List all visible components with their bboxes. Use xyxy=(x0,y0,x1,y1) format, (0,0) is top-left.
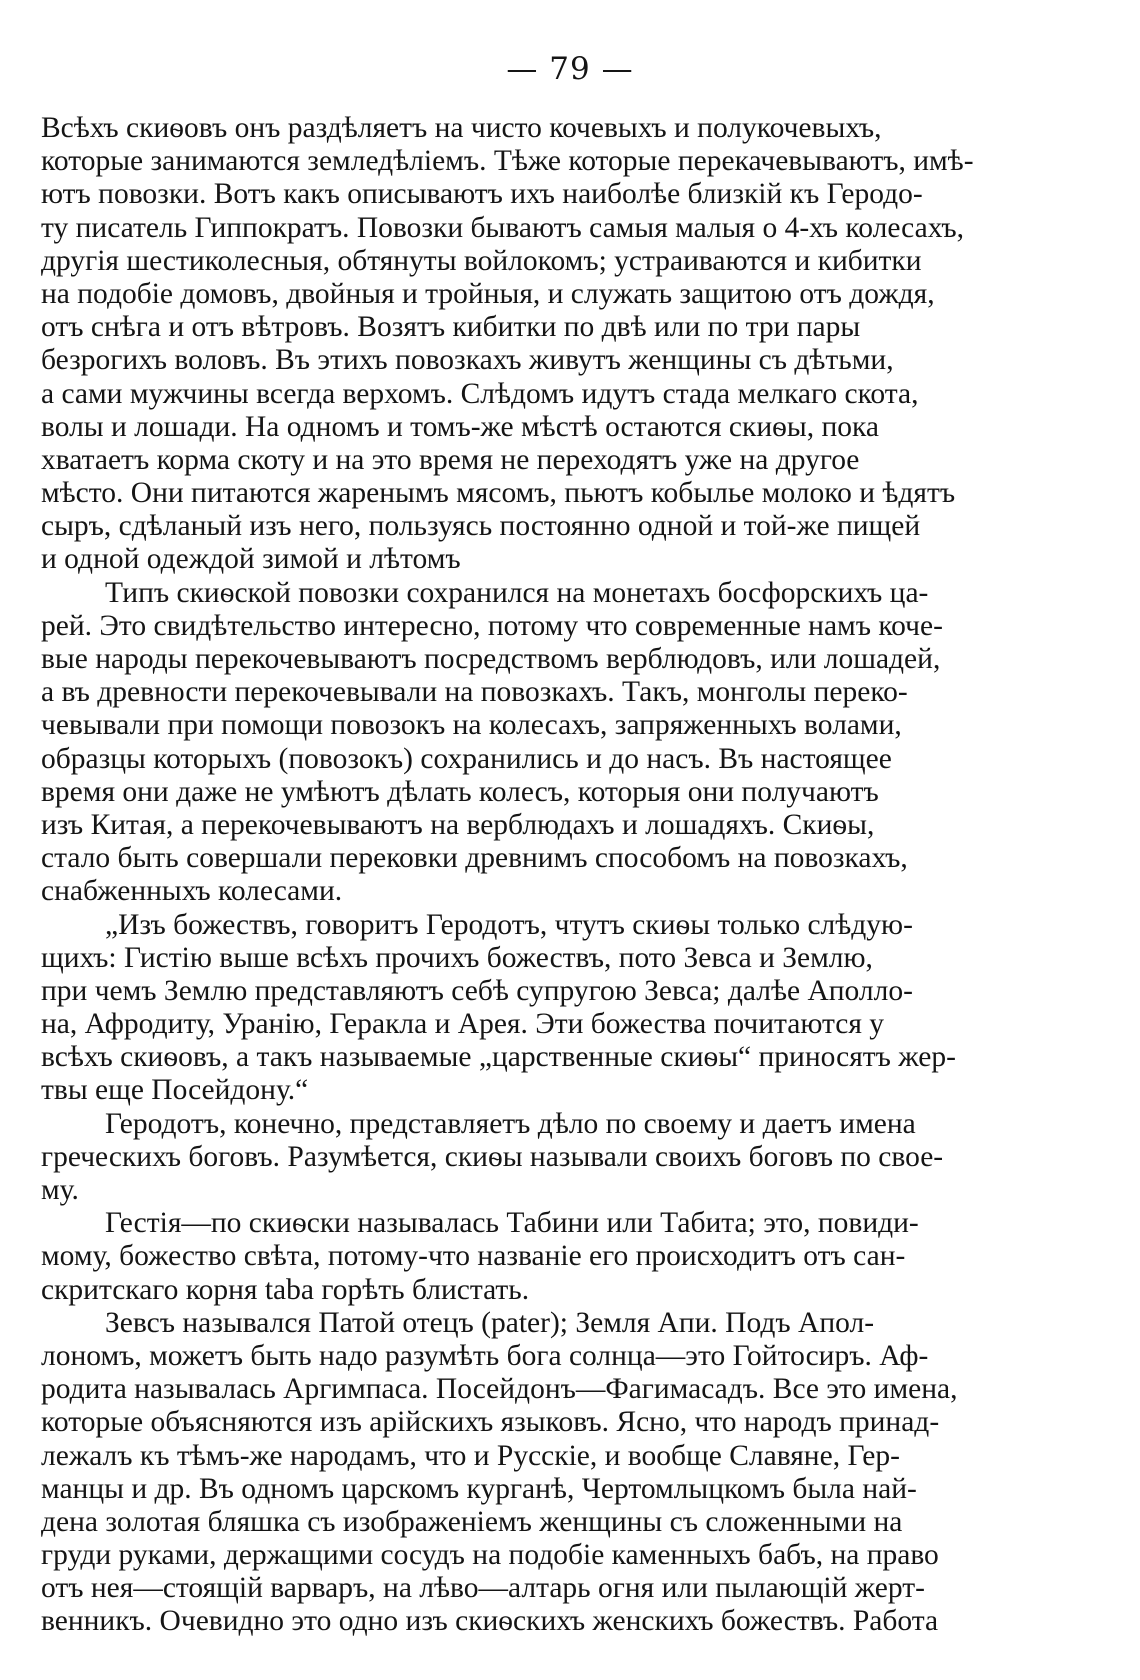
text-line: хватаетъ корма скоту и на это время не переходятъ уже на другое xyxy=(41,443,860,476)
text-line: щихъ: Гистію выше всѣхъ прочихъ божествъ, пото Зевса и Землю, xyxy=(41,941,873,974)
text-line: отъ снѣга и отъ вѣтровъ. Возятъ кибитки по двѣ или по три пары xyxy=(41,311,861,344)
text-line: и одной одеждой зимой и лѣтомъ xyxy=(41,543,461,576)
text-line: ту писатель Гиппократъ. Повозки бываютъ самыя малыя о 4-хъ колесахъ, xyxy=(41,211,964,244)
text-line: на, Афродиту, Уранію, Геракла и Арея. Эти божества почитаются у xyxy=(41,1008,885,1041)
page-number: — 79 — xyxy=(506,51,634,87)
text-line: ютъ повозки. Вотъ какъ описываютъ ихъ наиболѣе близкій къ Геродо- xyxy=(41,178,923,211)
text-line: вые народы перекочевываютъ посредствомъ верблюдовъ, или лошадей, xyxy=(41,643,941,675)
text-line: рей. Это свидѣтельство интересно, потому что современные намъ коче- xyxy=(41,609,943,642)
text-line: му. xyxy=(41,1174,79,1206)
text-line: Геродотъ, конечно, представляетъ дѣло по своему и даетъ имена xyxy=(105,1107,916,1140)
paragraph xyxy=(41,1108,1063,1208)
text-line: отъ нея—стоящій варваръ, на лѣво—алтарь огня или пылающій жерт- xyxy=(41,1572,925,1605)
text-line: стало быть совершали перековки древнимъ способомъ на повозкахъ, xyxy=(41,842,908,875)
text-line: мѣсто. Они питаются жаренымъ мясомъ, пьютъ кобылье молоко и ѣдятъ xyxy=(41,477,956,510)
paragraph xyxy=(41,909,1063,1108)
text-line: „Изъ божествъ, говоритъ Геродотъ, чтутъ скиѳы только слѣдую- xyxy=(105,908,913,941)
text-line: Гестія—по скиѳски называлась Табини или Табита; это, повиди- xyxy=(105,1207,919,1240)
paragraph xyxy=(41,112,1063,577)
text-line: безрогихъ воловъ. Въ этихъ повозкахъ живутъ женщины съ дѣтьми, xyxy=(41,344,894,377)
text-line: при чемъ Землю представляютъ себѣ супругою Зевса; далѣе Аполло- xyxy=(41,974,913,1007)
text-line: венникъ. Очевидно это одно изъ скиѳскихъ женскихъ божествъ. Работа xyxy=(41,1605,939,1638)
text-line: которые занимаются земледѣліемъ. Тѣже которые перекачевываютъ, имѣ- xyxy=(41,145,974,178)
text-line: волы и лошади. На одномъ и томъ-же мѣстѣ остаются скиѳы, пока xyxy=(41,410,879,443)
text-line: лежалъ къ тѣмъ-же народамъ, что и Русскіе, и вообще Славяне, Гер- xyxy=(41,1439,900,1472)
text-line: лономъ, можетъ быть надо разумѣть бога солнца—это Гойтосиръ. Аф- xyxy=(41,1339,929,1372)
text-line: а въ древности перекочевывали на повозкахъ. Такъ, монголы переко- xyxy=(41,676,908,709)
text-line: изъ Китая, а перекочевываютъ на верблюдахъ и лошадяхъ. Скиѳы, xyxy=(41,808,875,841)
text-line: Зевсъ назывался Патой отецъ (pater); Земля Апи. Подъ Апол- xyxy=(105,1306,875,1339)
text-line: а сами мужчины всегда верхомъ. Слѣдомъ идутъ стада мелкаго скота, xyxy=(41,377,919,410)
text-line: на подобіе домовъ, двойныя и тройныя, и служать защитою отъ дождя, xyxy=(41,277,935,310)
text-line: снабженныхъ колесами. xyxy=(41,875,343,908)
text-line: образцы которыхъ (повозокъ) сохранились и до насъ. Въ настоящее xyxy=(41,742,892,775)
text-line: время они даже не умѣютъ дѣлать колесъ, которыя они получаютъ xyxy=(41,775,879,808)
text-line: Всѣхъ скиѳовъ онъ раздѣляетъ на чисто кочевыхъ и полукочевыхъ, xyxy=(41,112,882,144)
text-line: греческихъ боговъ. Разумѣется, скиѳы называли своихъ боговъ по свое- xyxy=(41,1140,944,1173)
text-line: груди руками, держащими сосудъ на подобіе каменныхъ бабъ, на право xyxy=(41,1539,939,1572)
text-line: всѣхъ скиѳовъ, а такъ называемые „царственные скиѳы“ приносятъ жер- xyxy=(41,1041,956,1074)
paragraph xyxy=(41,1307,1063,1639)
text-line: мому, божество свѣта, потому-что названіе его происходитъ отъ сан- xyxy=(41,1240,906,1273)
paragraph xyxy=(41,1207,1063,1307)
text-line: которые объясняются изъ арійскихъ языковъ. Ясно, что народъ принад- xyxy=(41,1406,940,1439)
text-line: Типъ скиѳской повозки сохранился на монетахъ босфорскихъ ца- xyxy=(105,576,929,609)
text-line: дена золотая бляшка съ изображеніемъ женщины съ сложенными на xyxy=(41,1505,903,1538)
text-line: манцы и др. Въ одномъ царскомъ курганѣ, Чертомлыцкомъ была най- xyxy=(41,1472,917,1505)
body-text xyxy=(41,112,1063,1639)
text-line: сыръ, сдѣланый изъ него, пользуясь постоянно одной и той-же пищей xyxy=(41,510,921,543)
text-line: родита называлась Аргимпаса. Посейдонъ—Фагимасадъ. Все это имена, xyxy=(41,1373,958,1406)
text-line: твы еще Посейдону.“ xyxy=(41,1074,309,1107)
text-line: другія шестиколесныя, обтянуты войлокомъ; устраиваются и кибитки xyxy=(41,244,922,277)
text-line: скритскаго корня taba горѣть блистать. xyxy=(41,1273,530,1306)
text-line: чевывали при помощи повозокъ на колесахъ, запряженныхъ волами, xyxy=(41,709,902,742)
paragraph xyxy=(41,577,1063,909)
